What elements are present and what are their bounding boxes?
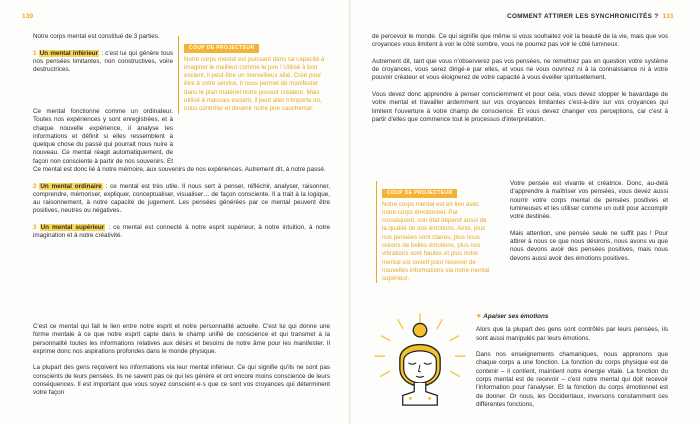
spotlight-label-right: COUP DE PROJECTEUR — [382, 189, 457, 198]
meditating-woman-face-icon — [372, 311, 468, 407]
spotlight-label-left: COUP DE PROJECTEUR — [184, 44, 259, 53]
learn-paragraph: Vous devez donc apprendre à penser consciemment et pour cela, vous devez stopper le bavardage de votre mental et travailler ardemment sur vos croyances limitantes c'est-à-dire sur vos croyances qui limitent l'ouverture à votre champ de conscience. Et vous devez changer vos perceptions, car c'est à partir d'elles que commence tout le processus d'interprétation. — [372, 91, 668, 123]
superior-mind-paragraph — [33, 224, 330, 241]
right-column-middle — [510, 180, 668, 271]
right-page-number: 131 — [662, 13, 674, 20]
running-head-title: COMMENT ATTIRER LES SYNCHRONICITÉS ? — [507, 13, 659, 20]
inferior-mind-paragraph — [33, 50, 173, 75]
subheading-label: Apaiser ses émotions — [483, 313, 549, 320]
subheading — [476, 313, 668, 321]
superior-marker: 3 — [33, 224, 37, 232]
superior-label: Un mental supérieur — [40, 224, 105, 232]
running-head — [507, 13, 674, 20]
right-column-top — [372, 33, 668, 133]
spotlight-text-left: Notre corps mental est puissant dans sa capacité à imaginer le meilleur comme le pire ! Utilisé à bon escient, il peut être un merveilleux allié. Créé pour être à votre service, il nous permet de manifester dans le plan matériel notre pouvoir créateur. Mais utilisé à mauvais escient, il peut aller n'importe où, nous contrôler et devenir notre pire cauchemar. — [184, 55, 325, 113]
right-column-bottom — [476, 313, 668, 418]
superior-text: : ce mental est connecté à notre esprit supérieur, à notre intuition, à notre imagination et à notre créativité. — [33, 224, 330, 240]
subheading-marker: ✦ — [476, 313, 482, 320]
inferior-text: : c'est lui qui génère tous nos pensées limitantes, non constructives, voire destructrices. — [33, 49, 174, 74]
spotlight-box-right — [376, 181, 490, 283]
perceive-paragraph: de percevoir le monde. Ce qui signifie que même si vous souhaitez voir la beauté de la vie, mais que vos croyances vous limitent à voir le côté sombre, vous ne pourrez pas voir le côté lumineux. — [372, 33, 668, 49]
left-column-bottom — [33, 323, 330, 406]
left-column-top — [33, 33, 173, 83]
book-gutter — [349, 0, 351, 424]
observe-paragraph: Autrement dit, tant que vous n'observerez pas vos pensées, ne remettrez pas en question votre système de croyances, vous serez dirigé·e par elles, et vous ne vous ouvrirez ni à la connaissance ni à votre pouvoir créateur et vous éloignerez de votre capacité à vous éveiller spirituellement. — [372, 57, 668, 82]
attention-paragraph: Mais attention, une pensée seule ne suffit pas ! Pour attirer à nous ce que nous désirons, nous avons vu que nous devons avoir des pensées positives, mais nous devons aussi avoir des émotions positives. — [510, 229, 668, 262]
computer-paragraph-start — [33, 108, 173, 166]
most-people-paragraph: La plupart des gens reçoivent les informations via leur mental inférieur. Ce qui signifie qu'ils ne sont pas conscients de leurs pensées. Ils ne savent pas ce qui les génère et ont encore moins conscience de leurs conséquences. Il est important que vous soyez conscient·e·s que ce sont vos croyances qui déterminent votre façon — [33, 364, 330, 397]
memory-paragraph: Ce mental est donc lié à notre mémoire, aux souvenirs de nos expériences. Autrement dit, à notre passé. — [33, 166, 326, 173]
ordinary-mind-paragraph — [33, 183, 330, 216]
ordinary-label: Un mental ordinaire — [40, 182, 102, 190]
ordinary-text: : ce mental est très utile. Il nous sert à penser, réfléchir, analyser, raisonner, comprendre, mémoriser, expliquer, conceptualiser, visualiser… de façon consciente. Il a trait à la logique, au raisonnement, à notre capacité de jugement. Les pensées générées par ce mental peuvent être positives, neutres ou négatives. — [33, 182, 330, 215]
left-page-number: 130 — [22, 13, 34, 20]
inferior-marker: 1 — [33, 49, 37, 57]
inferior-label: Un mental inférieur — [39, 49, 99, 57]
spotlight-text-right: Notre corps mental est en lien avec notre corps émotionnel. Par conséquent, son état dépend aussi de la qualité de nos émotions. Ainsi, plus nos pensées sont claires, plus nous créons de belles émotions, plus nos vibrations sont hautes et plus notre mental est ouvert pour recevoir de nouvelles informations via notre mental supérieur. — [382, 200, 490, 283]
intro-paragraph: Notre corps mental est constitué de 3 parties. — [33, 33, 160, 40]
creative-paragraph: Votre pensée est vivante et créatrice. Donc, au-delà d'apprendre à maîtriser vos pensées, vous devez aussi nourrir votre corps mental de pensées positives et lumineuses et les utiliser comme un outil pour accomplir votre destinée. — [510, 180, 668, 221]
computer-paragraph: Ce mental fonctionne comme un ordinateur. Toutes nos expériences y sont enregistrées, et à chaque nouvelle expérience, il analyse les informations et définit si elles ressemblent à quelque chose du passé qui pourrait nous nuire à nouveau. Ce mental réagit automatiquement, de façon non consciente à partir de nos souvenirs. Et — [33, 108, 173, 165]
ordinary-marker: 2 — [33, 182, 37, 190]
controlled-paragraph: Alors que la plupart des gens sont contrôlés par leurs pensées, ils sont aussi manipulés par leurs émotions. — [476, 326, 668, 342]
teachings-paragraph: Dans nos enseignements chamaniques, nous apprenons que chaque corps a une fonction. La fonction du corps physique est de contenir – il contient, maintient notre énergie vitale. La fonction du corps mental est de recevoir – c'est notre mental qui doit recevoir l'information pour l'analyser. Et la fonction du corps émotionnel est de donner. Or nous, les Occidentaux, inversons constamment ces différentes fonctions, — [476, 351, 668, 408]
spotlight-box-left — [178, 36, 330, 114]
left-column-wide — [33, 166, 330, 316]
link-paragraph: C'est ce mental qui fait le lien entre notre esprit et notre personnalité actuelle. C'est lui qui donne une forme mentale à ce que notre esprit capte dans le champ unifié de conscience et qui transmet à la personnalité toutes les informations relatives aux désirs et besoins de notre âme pour les manifester. Il exprime donc nos aspirations profondes dans le monde physique. — [33, 323, 330, 355]
